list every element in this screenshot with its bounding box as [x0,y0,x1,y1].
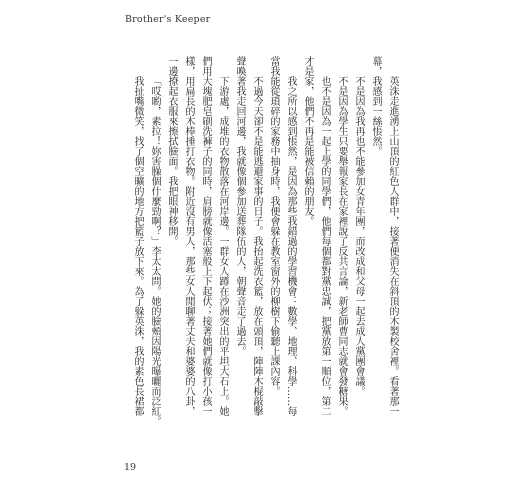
paragraph [333,56,350,428]
paragraph [231,56,265,428]
paragraph [146,56,163,428]
page-number: 19 [124,462,137,473]
text-column: 「哎喲，素拉！妳害臊個什麼勁啊？」李太太問。她的臉頰因陽光曝曬而泛紅。 [149,76,160,426]
text-column: 不是因為學生只要舉報家長在家裡說了反共言論，新老師曹同志就會發糖果。 [336,76,347,416]
text-column: 幕，我感到一絲悵然。 [370,56,381,156]
paragraph [350,56,367,428]
text-column: 不過今天卻不是能逃避家事的日子。我抬起洗衣籃，放在頭頂，陣陣木棍敲擊 [251,76,262,416]
text-column: 英洙走進湧上山頂的紅色人群中，接著便消失在斜頂的木製校舍裡。看著那一 [387,76,398,416]
text-column: 才是家，他們不再是能被信賴的朋友。 [302,56,313,226]
text-column: 也不是因為一起上學的同學們，他們每個都對黨忠誠，把黨放第一順位，第二 [319,76,330,416]
text-column: 一邊撩起衣服來擦拭臉面。我把眼神移開。 [166,56,177,246]
text-column: 當我能從瑣碎的家務中抽身時，我便會躲在教室窗外的柳樹下偷聽上課內容。 [268,56,279,396]
text-column: 樣，用扁長的木棒捶打衣物。附近沒有男人，那些女人閒聊著丈夫和婆婆的八卦， [183,56,194,416]
paragraph [367,56,401,428]
paragraph [265,56,299,428]
text-column: 下游處，成堆的衣物散落在河岸邊。一群女人蹲在沙洲突出的平坦大石上。她 [217,76,228,416]
paragraph [129,56,146,428]
text-column: 聲喚著我走回河邊，我就像個參加送葬隊伍的人，朝聲音走了過去。 [234,56,245,356]
text-column: 們用大塊肥皂刷洗褲子的同時，肩膀就像活塞般上下起伏；接著她們就像打小孩一 [200,56,211,416]
text-column: 我扯嘴微笑，找了個空曠的地方把籃子放下來。為了躲英洙，我的素色長裙都 [132,76,143,416]
paragraph [163,56,231,428]
running-title: Brother's Keeper [125,14,211,25]
text-column: 我之所以感到悵然，是因為那些我錯過的學習機會：數學、地理、科學……每 [285,76,296,416]
text-column: 不是因為我再也不能參加女青年團，而改成和父母一起去成人黨團會議。 [353,76,364,396]
paragraph [299,56,333,428]
body-text [129,56,401,428]
